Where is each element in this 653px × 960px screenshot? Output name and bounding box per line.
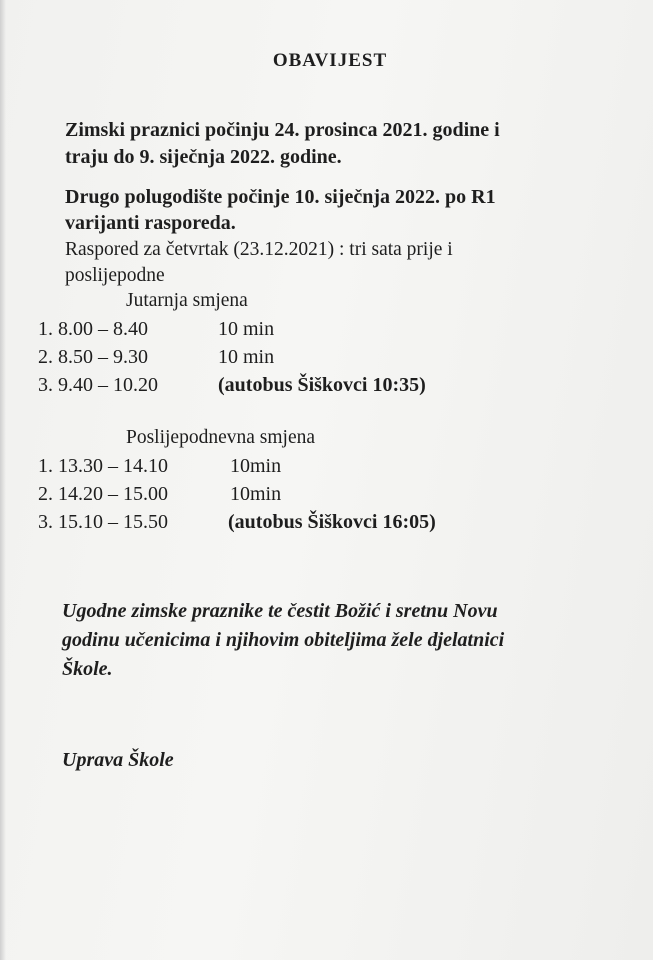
greeting-line: Škole.	[62, 658, 113, 680]
holiday-greeting	[62, 597, 622, 684]
notice-title: OBAVIJEST	[272, 50, 388, 71]
row-time: 13.30 – 14.10	[58, 455, 168, 477]
holiday-paragraph	[65, 117, 610, 171]
row-time: 9.40 – 10.20	[58, 374, 158, 396]
holiday-line: Zimski praznici počinju 24. prosinca 2021. godine i	[65, 119, 500, 141]
morning-shift-title: Jutarnja smjena	[126, 290, 248, 311]
bus-departure: (autobus Šiškovci 16:05)	[228, 511, 436, 533]
row-number: 3.	[38, 374, 53, 396]
row-duration: 10min	[230, 455, 282, 477]
row-duration: 10 min	[218, 318, 275, 340]
thursday-line: poslijepodne	[65, 265, 165, 286]
row-number: 2.	[38, 346, 53, 368]
signature: Uprava Škole	[62, 749, 174, 771]
row-number: 3.	[38, 511, 53, 533]
second-term-line: varijanti rasporeda.	[65, 212, 236, 234]
row-number: 2.	[38, 483, 53, 505]
afternoon-shift-title: Poslijepodnevna smjena	[126, 427, 316, 448]
row-time: 8.50 – 9.30	[58, 346, 148, 368]
second-term-line: Drugo polugodište počinje 10. siječnja 2022. po R1	[65, 186, 496, 208]
row-time: 14.20 – 15.00	[58, 483, 168, 505]
row-number: 1.	[38, 455, 53, 477]
row-duration: 10min	[230, 483, 282, 505]
bus-departure: (autobus Šiškovci 10:35)	[218, 374, 426, 396]
row-duration: 10 min	[218, 346, 275, 368]
thursday-line: Raspored za četvrtak (23.12.2021) : tri sata prije i	[65, 239, 453, 260]
row-time: 15.10 – 15.50	[58, 511, 168, 533]
holiday-line: traju do 9. siječnja 2022. godine.	[65, 146, 342, 168]
greeting-line: godinu učenicima i njihovim obiteljima žele djelatnici	[62, 629, 505, 651]
greeting-line: Ugodne zimske praznike te čestit Božić i sretnu Novu	[62, 600, 498, 622]
thursday-schedule-note	[65, 237, 565, 289]
row-number: 1.	[38, 318, 53, 340]
second-term-paragraph	[65, 184, 605, 236]
row-time: 8.00 – 8.40	[58, 318, 148, 340]
